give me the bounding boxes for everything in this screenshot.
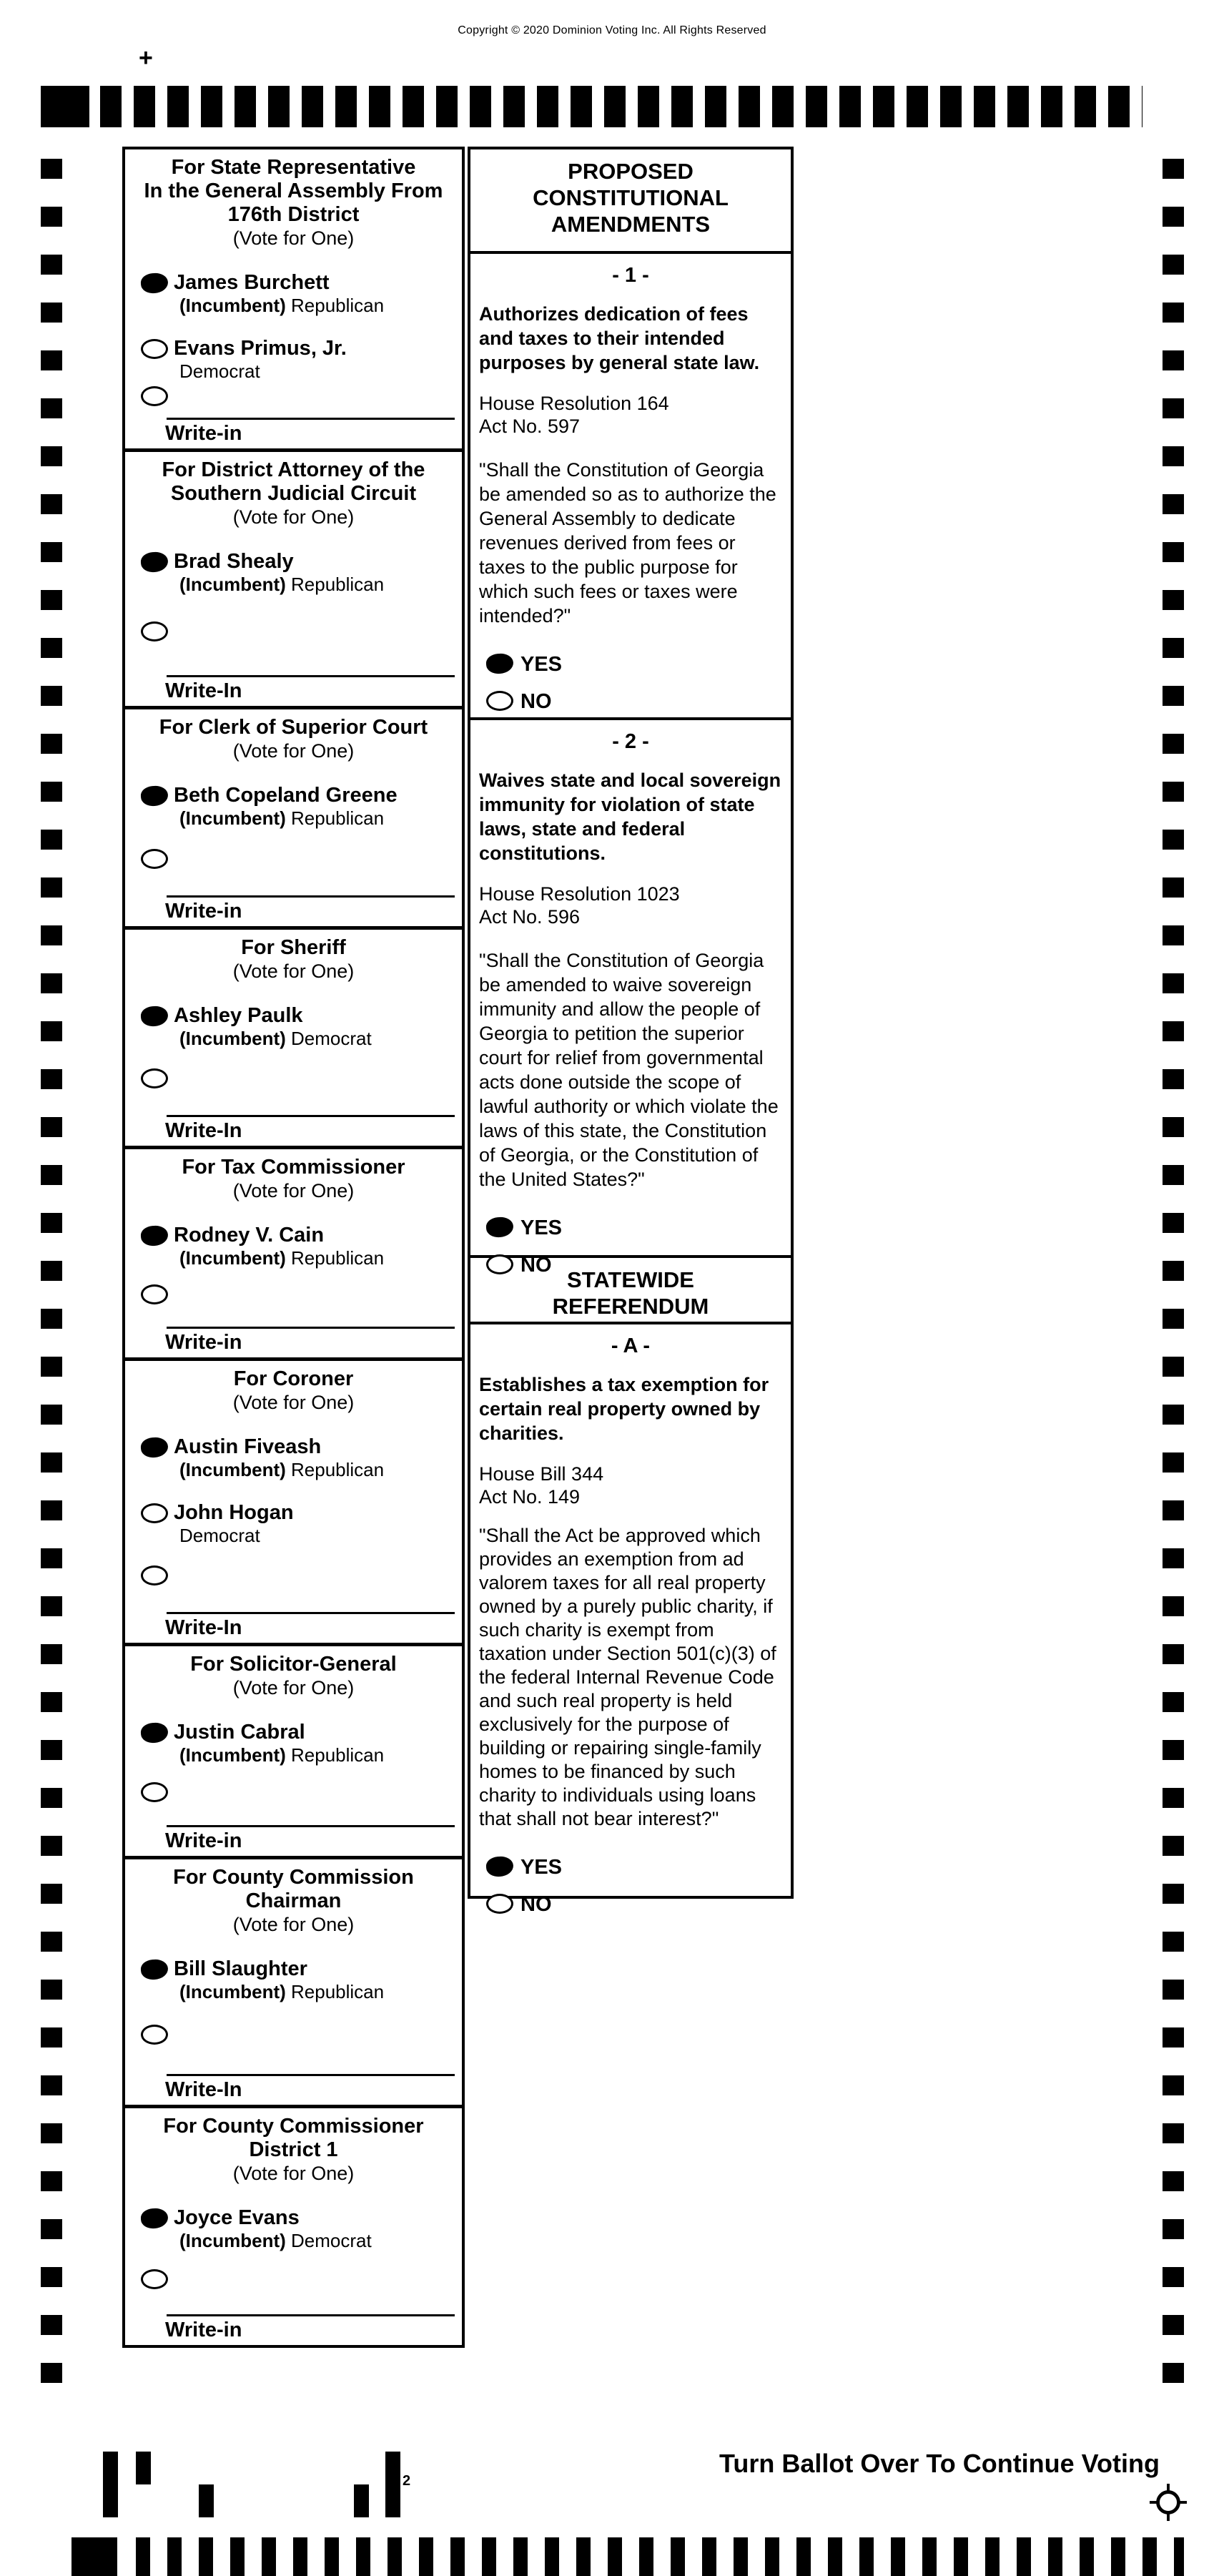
measure-question: "Shall the Constitution of Georgia be amended so as to authorize the General Assembly to dedicate revenues derived from fees or taxes to the public purpose for which such fees or taxes were intended?" xyxy=(479,459,776,626)
vote-oval[interactable] xyxy=(141,2269,168,2289)
write-in-area xyxy=(125,1111,462,1146)
candidate-row xyxy=(125,846,462,875)
candidate-party: Democrat xyxy=(179,1525,260,1546)
referendum-header-line: REFERENDUM xyxy=(552,1294,709,1319)
yes-label: YES xyxy=(520,1856,563,1879)
no-label: NO xyxy=(520,1893,552,1916)
write-in-label: Write-In xyxy=(165,679,242,702)
vote-oval[interactable] xyxy=(140,551,169,574)
candidate-detail xyxy=(174,1247,462,1269)
ballot-code-bar xyxy=(199,2484,214,2517)
contest-box xyxy=(125,1646,462,1859)
write-in-line xyxy=(167,895,455,898)
write-in-line xyxy=(167,2074,455,2076)
candidate-detail xyxy=(174,1459,462,1480)
candidate-party: Republican xyxy=(291,1744,385,1766)
measure-question: "Shall the Act be approved which provides an exemption from ad valorem taxes for all real property owned by a purely public charity, if such charity is exempt from taxation under Section 501(c)(3) of the federal Internal Revenue Code and such real property is held exclusively for the purpose of building or repairing single-family homes to be financed by such charity to individuals using loans that shall not bear interest?" xyxy=(479,1525,776,1829)
write-in-label: Write-in xyxy=(165,422,242,445)
amendments-header-line: AMENDMENTS xyxy=(551,212,711,237)
vote-for-instruction: (Vote for One) xyxy=(232,1914,355,1935)
candidate-name: Evans Primus, Jr. xyxy=(174,337,347,360)
write-in-area xyxy=(125,413,462,448)
write-in-area xyxy=(125,1322,462,1357)
candidate-row xyxy=(125,783,462,829)
contest-box xyxy=(125,452,462,709)
candidate-name: Justin Cabral xyxy=(174,1721,305,1744)
vote-for-instruction: (Vote for One) xyxy=(232,960,355,982)
measure-reference-line: House Bill 344 xyxy=(479,1463,604,1485)
candidate-party: Republican xyxy=(291,574,385,595)
candidate-name: Joyce Evans xyxy=(174,2206,300,2229)
incumbent-label: (Incumbent) xyxy=(179,1459,286,1480)
candidate-party: Republican xyxy=(291,807,385,829)
vote-for-instruction: (Vote for One) xyxy=(232,227,355,249)
candidate-row xyxy=(125,2266,462,2295)
vote-oval[interactable] xyxy=(141,849,168,869)
vote-oval[interactable] xyxy=(141,1068,168,1088)
contest-title: For Clerk of Superior Court xyxy=(159,716,428,739)
incumbent-label: (Incumbent) xyxy=(179,1028,286,1049)
vote-oval[interactable] xyxy=(140,1006,169,1028)
measure-number: - 1 - xyxy=(612,264,649,287)
vote-for-instruction: (Vote for One) xyxy=(232,506,355,528)
write-in-line xyxy=(167,1115,455,1117)
vote-oval[interactable] xyxy=(141,1503,168,1523)
write-in-line xyxy=(167,1825,455,1827)
vote-oval[interactable] xyxy=(485,653,514,675)
vote-oval[interactable] xyxy=(141,1782,168,1802)
vote-oval[interactable] xyxy=(140,1437,169,1459)
measures-column xyxy=(468,147,794,1916)
write-in-area xyxy=(125,2310,462,2345)
no-label: NO xyxy=(520,1254,552,1277)
candidate-name: Rodney V. Cain xyxy=(174,1224,325,1247)
candidate-row xyxy=(125,2206,462,2251)
measure-number: - A - xyxy=(611,1334,651,1357)
candidate-row xyxy=(125,1957,462,2002)
choice-row-yes xyxy=(479,1855,782,1882)
incumbent-label: (Incumbent) xyxy=(179,574,286,595)
candidate-detail xyxy=(174,807,462,829)
measure-reference-line: Act No. 597 xyxy=(479,416,581,437)
measure-summary: Establishes a tax exemption for certain real property owned by charities. xyxy=(479,1374,769,1444)
yes-label: YES xyxy=(520,653,563,676)
measure-references xyxy=(479,883,782,928)
contest-header xyxy=(125,149,462,250)
choice-row-yes xyxy=(479,1216,782,1243)
incumbent-label: (Incumbent) xyxy=(179,1247,286,1269)
candidate-row xyxy=(125,1720,462,1766)
vote-oval[interactable] xyxy=(485,1856,514,1878)
choice-row-no xyxy=(479,1892,782,1919)
vote-oval[interactable] xyxy=(140,1959,169,1981)
candidate-detail xyxy=(174,1981,462,2002)
candidate-detail xyxy=(174,1028,462,1049)
incumbent-label: (Incumbent) xyxy=(179,1981,286,2002)
vote-oval[interactable] xyxy=(141,621,168,641)
contest-title: For Solicitor-General xyxy=(190,1653,397,1676)
contest-title: For District Attorney of the xyxy=(162,458,425,481)
candidate-party: Republican xyxy=(291,295,385,316)
write-in-label: Write-In xyxy=(165,1616,242,1639)
turn-over-text: Turn Ballot Over To Continue Voting xyxy=(719,2449,1160,2478)
vote-oval[interactable] xyxy=(486,691,513,711)
vote-oval[interactable] xyxy=(141,339,168,359)
vote-oval[interactable] xyxy=(140,272,169,295)
vote-for-instruction: (Vote for One) xyxy=(232,2163,355,2184)
contest-header xyxy=(125,1149,462,1203)
vote-for-instruction: (Vote for One) xyxy=(232,1677,355,1699)
vote-oval[interactable] xyxy=(141,2025,168,2045)
candidate-row xyxy=(125,1282,462,1310)
contest-title: For County Commissioner xyxy=(163,2115,424,2138)
candidate-row xyxy=(125,549,462,595)
candidate-name: Austin Fiveash xyxy=(174,1435,322,1458)
candidate-row xyxy=(125,1003,462,1049)
write-in-line xyxy=(167,2314,455,2316)
vote-oval[interactable] xyxy=(141,1565,168,1586)
incumbent-label: (Incumbent) xyxy=(179,2230,286,2251)
write-in-area xyxy=(125,2070,462,2105)
incumbent-label: (Incumbent) xyxy=(179,295,286,316)
candidate-detail xyxy=(174,2230,462,2251)
candidate-party: Democrat xyxy=(179,360,260,382)
vote-for-instruction: (Vote for One) xyxy=(232,1392,355,1413)
amendments-header xyxy=(470,149,791,254)
write-in-label: Write-in xyxy=(165,1331,242,1354)
vote-oval[interactable] xyxy=(140,1225,169,1247)
candidate-party: Republican xyxy=(291,1247,385,1269)
registration-target-icon xyxy=(1149,2483,1188,2522)
contest-header xyxy=(125,2108,462,2186)
candidate-party: Republican xyxy=(291,1459,385,1480)
contest-header xyxy=(125,1361,462,1415)
candidate-detail xyxy=(174,1744,462,1766)
choice-row-no xyxy=(479,689,782,717)
write-in-label: Write-in xyxy=(165,1829,242,1852)
timing-mark-block-top xyxy=(41,86,89,127)
contest-title: For Coroner xyxy=(233,1367,354,1390)
vote-oval[interactable] xyxy=(140,1722,169,1744)
referendum-section xyxy=(470,1324,791,1919)
contest-box xyxy=(125,1361,462,1646)
ballot-code-bar xyxy=(136,2452,151,2484)
contest-header xyxy=(125,1646,462,1700)
timing-mark-block-bottom xyxy=(71,2537,117,2576)
vote-oval[interactable] xyxy=(141,386,168,406)
contest-box xyxy=(125,149,462,452)
candidate-name: James Burchett xyxy=(174,271,330,294)
candidate-name: Beth Copeland Greene xyxy=(174,784,398,807)
candidate-name: Bill Slaughter xyxy=(174,1957,307,1980)
measure-reference-line: Act No. 149 xyxy=(479,1486,581,1508)
contest-box xyxy=(125,1859,462,2108)
no-label: NO xyxy=(520,690,552,713)
timing-mark-row-top xyxy=(100,86,1142,127)
contest-box xyxy=(125,930,462,1149)
write-in-line xyxy=(167,675,455,677)
candidate-row xyxy=(125,1563,462,1591)
candidate-detail xyxy=(174,360,462,382)
measure-section xyxy=(470,720,791,1277)
write-in-area xyxy=(125,1821,462,1856)
contest-column xyxy=(122,147,465,2348)
candidate-party: Democrat xyxy=(291,2230,372,2251)
measure-reference-line: House Resolution 164 xyxy=(479,393,669,414)
vote-oval[interactable] xyxy=(141,1284,168,1304)
candidate-party: Democrat xyxy=(291,1028,372,1049)
contest-header xyxy=(125,452,462,529)
candidate-name: Brad Shealy xyxy=(174,550,294,573)
write-in-label: Write-In xyxy=(165,2078,242,2101)
write-in-area xyxy=(125,891,462,926)
candidate-detail xyxy=(174,1525,462,1546)
candidate-row xyxy=(125,1435,462,1480)
contest-box xyxy=(125,2108,462,2345)
contest-box xyxy=(125,1149,462,1361)
vote-for-instruction: (Vote for One) xyxy=(232,740,355,762)
write-in-line xyxy=(167,1327,455,1329)
ballot-code-bar xyxy=(385,2452,400,2517)
contest-title: District 1 xyxy=(249,2138,338,2161)
candidate-row xyxy=(125,336,462,382)
contest-title: For Tax Commissioner xyxy=(182,1156,405,1179)
contest-box xyxy=(125,709,462,930)
contest-title: For Sheriff xyxy=(241,936,346,959)
contest-title: Southern Judicial Circuit xyxy=(170,482,417,505)
candidate-row xyxy=(125,1500,462,1546)
write-in-line xyxy=(167,1612,455,1614)
write-in-label: Write-In xyxy=(165,1119,242,1142)
vote-oval[interactable] xyxy=(486,1254,513,1274)
vote-oval[interactable] xyxy=(486,1894,513,1914)
candidate-row xyxy=(125,1066,462,1094)
registration-plus-icon: + xyxy=(139,44,153,72)
choice-row-no xyxy=(479,1253,782,1280)
candidate-row xyxy=(125,383,462,412)
write-in-area xyxy=(125,671,462,706)
contest-header xyxy=(125,709,462,763)
candidate-row xyxy=(125,1779,462,1808)
write-in-line xyxy=(167,418,455,420)
candidate-row xyxy=(125,270,462,316)
contest-header xyxy=(125,930,462,983)
candidate-party: Republican xyxy=(291,1981,385,2002)
contest-title: For State Representative xyxy=(171,156,416,179)
contest-title: In the General Assembly From xyxy=(144,180,443,202)
write-in-label: Write-in xyxy=(165,2319,242,2341)
candidate-name: Ashley Paulk xyxy=(174,1004,303,1027)
copyright-text: Copyright © 2020 Dominion Voting Inc. All Rights Reserved xyxy=(458,24,766,36)
amendments-header-line: PROPOSED xyxy=(568,159,694,184)
timing-mark-column-left xyxy=(41,159,62,2394)
measure-summary: Authorizes dedication of fees and taxes to their intended purposes by general state law. xyxy=(479,303,760,373)
measure-summary: Waives state and local sovereign immunity for violation of state laws, state and federal constitutions. xyxy=(479,770,781,864)
vote-for-instruction: (Vote for One) xyxy=(232,1180,355,1201)
yes-label: YES xyxy=(520,1216,563,1239)
vote-oval[interactable] xyxy=(485,1216,514,1239)
contest-title: For County Commission xyxy=(173,1866,414,1889)
sheet-number: 2 xyxy=(403,2473,411,2489)
measure-reference-line: House Resolution 1023 xyxy=(479,883,680,905)
vote-oval[interactable] xyxy=(140,2208,169,2230)
choice-row-yes xyxy=(479,652,782,679)
ballot-code-bar xyxy=(103,2452,118,2517)
referendum-header-line: STATEWIDE xyxy=(567,1267,694,1292)
measure-section xyxy=(470,254,791,720)
write-in-area xyxy=(125,1608,462,1643)
measure-references xyxy=(479,392,782,438)
candidate-row xyxy=(125,2022,462,2050)
measure-references xyxy=(479,1462,782,1508)
timing-mark-row-bottom xyxy=(136,2537,1184,2576)
incumbent-label: (Incumbent) xyxy=(179,1744,286,1766)
vote-oval[interactable] xyxy=(140,785,169,807)
contest-title: Chairman xyxy=(245,1889,342,1912)
amendments-header-line: CONSTITUTIONAL xyxy=(533,185,729,210)
incumbent-label: (Incumbent) xyxy=(179,807,286,829)
measure-reference-line: Act No. 596 xyxy=(479,906,581,928)
contest-title: 176th District xyxy=(227,203,360,226)
measure-question: "Shall the Constitution of Georgia be amended to waive sovereign immunity and allow the people of Georgia to petition the superior court for relief from governmental acts done outside the scope of lawful authority or which violate the laws of this state, the Constitution of Georgia, or the Constitution of the United States?" xyxy=(479,950,779,1190)
candidate-name: John Hogan xyxy=(174,1501,294,1524)
candidate-row xyxy=(125,1223,462,1269)
ballot-code-bar xyxy=(354,2484,369,2517)
candidate-detail xyxy=(174,295,462,316)
measure-number: - 2 - xyxy=(612,730,649,753)
write-in-label: Write-in xyxy=(165,900,242,923)
candidate-row xyxy=(125,619,462,647)
candidate-detail xyxy=(174,574,462,595)
timing-mark-column-right xyxy=(1163,159,1184,2404)
contest-header xyxy=(125,1859,462,1937)
